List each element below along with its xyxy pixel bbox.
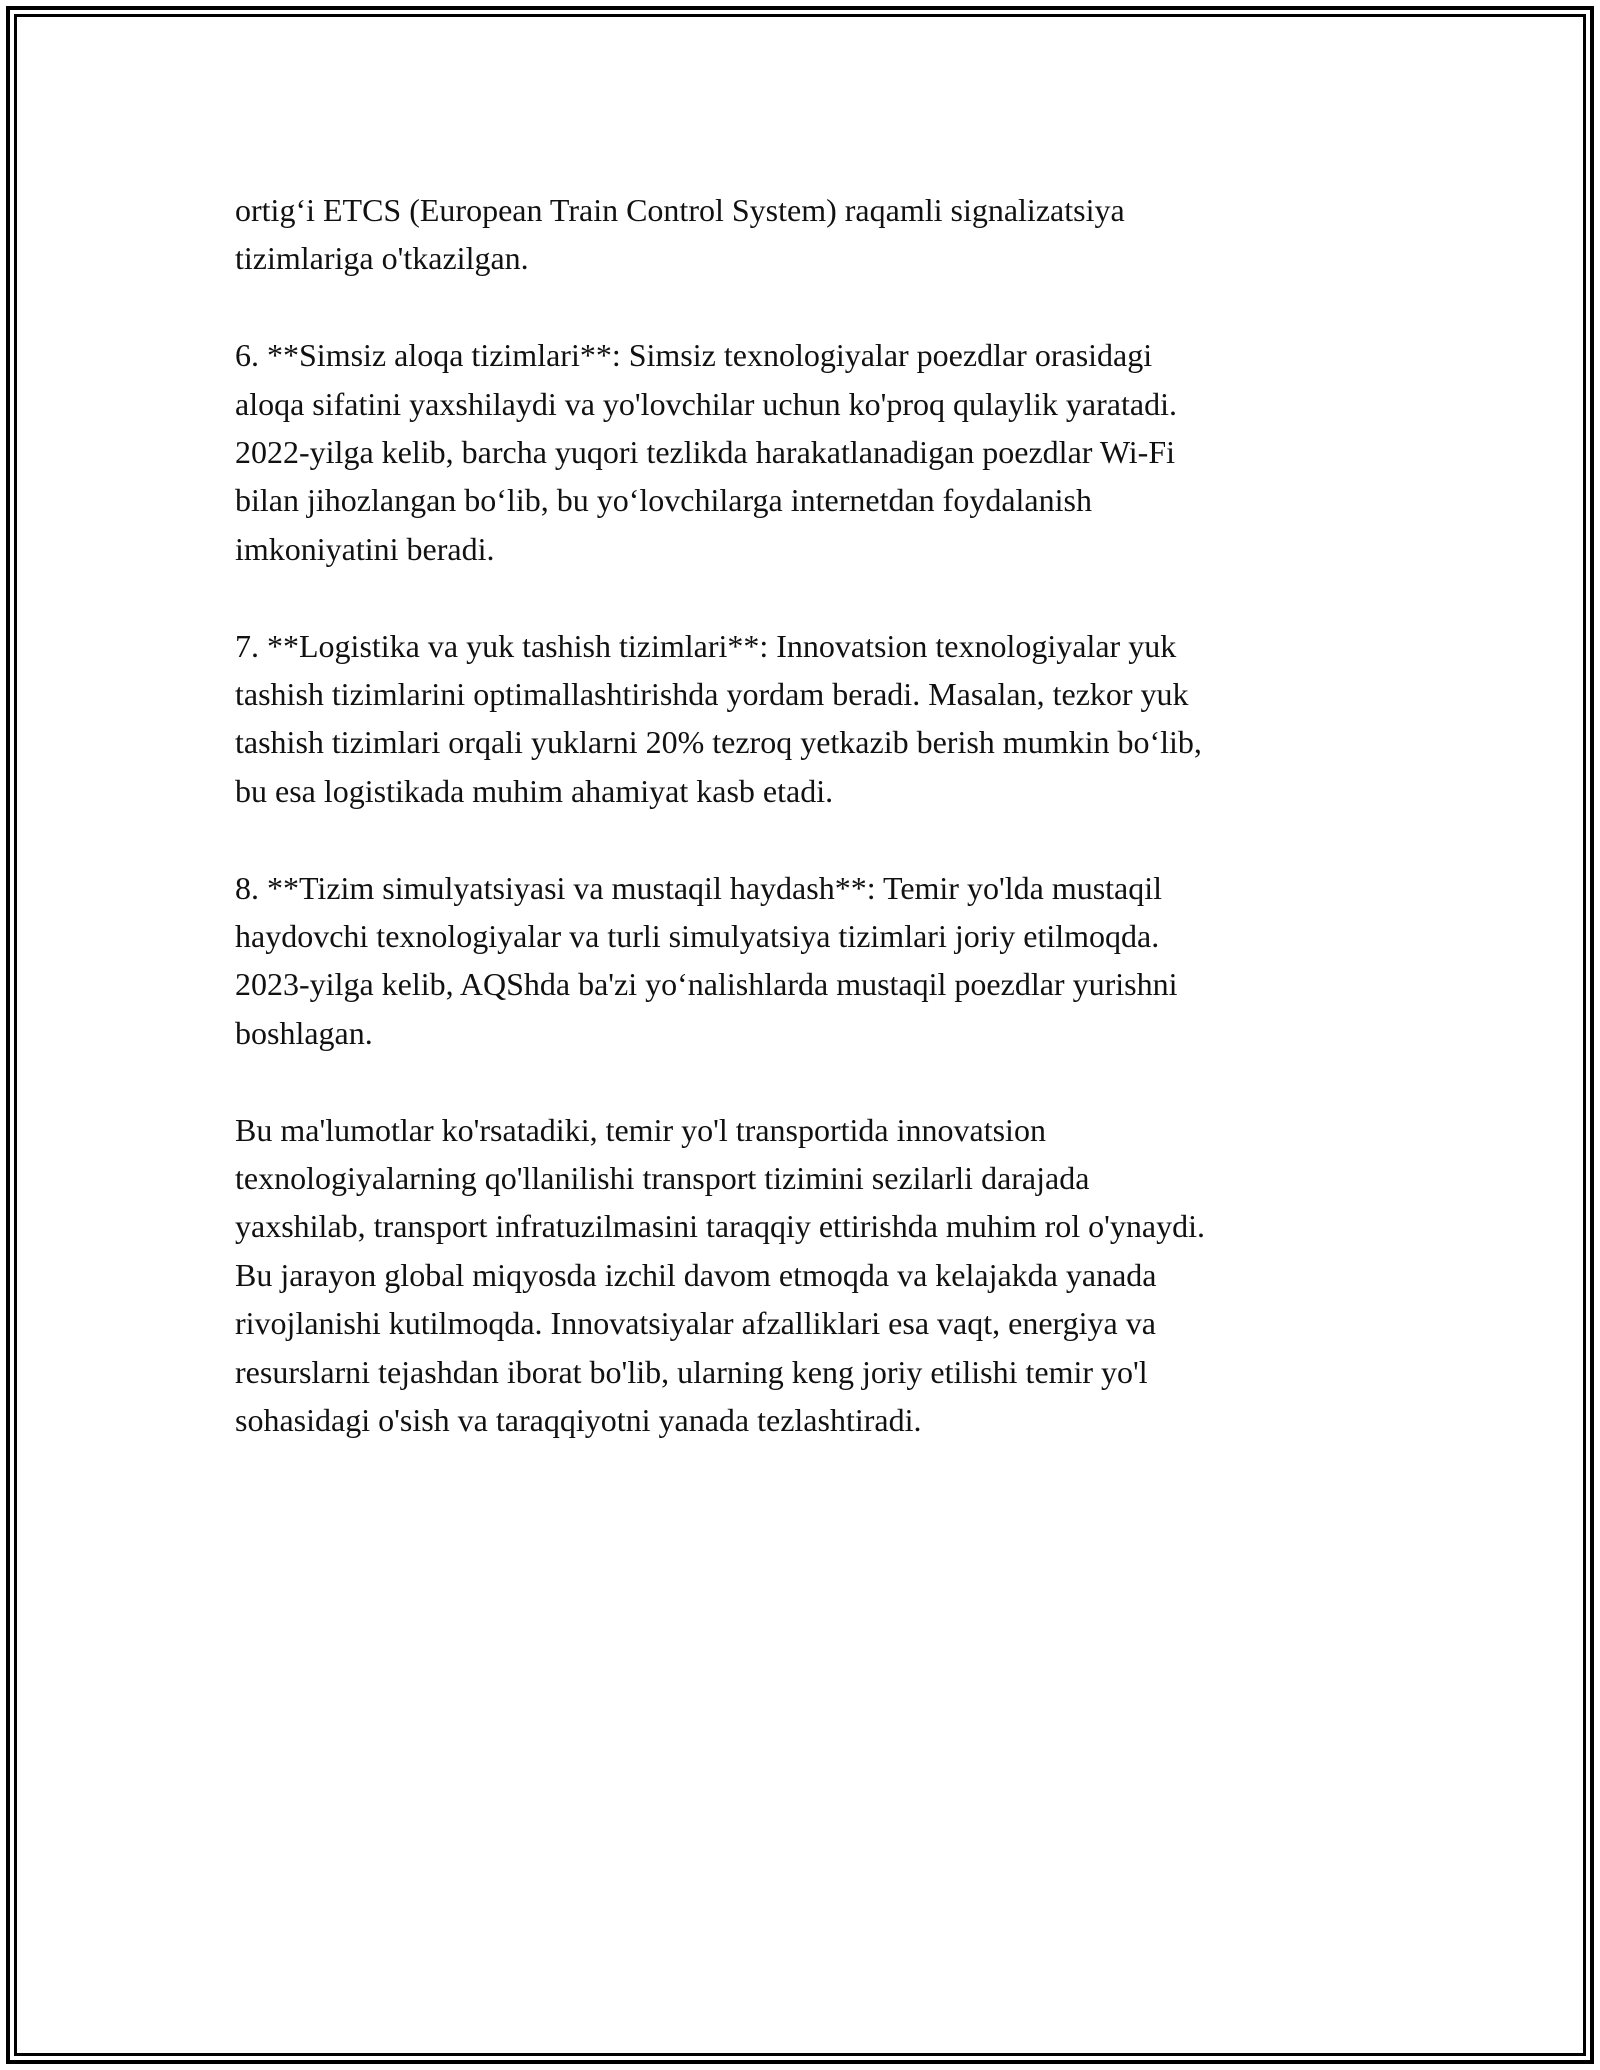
paragraph-etcs-continuation: ortig‘i ETCS (European Train Control System) raqamli signalizatsiya tizimlariga o'tkazilgan.	[235, 192, 1125, 277]
paragraph-conclusion: Bu ma'lumotlar ko'rsatadiki, temir yo'l transportida innovatsion texnologiyalarning qo'llanilishi transport tizimini sezilarli darajada yaxshilab, transport infratuzilmasini taraqqiy ettirishda muhim rol o'ynaydi. Bu jarayon global miqyosda izchil davom etmoqda va kelajakda yanada rivojlanishi kutilmoqda. Innovatsiyalar afzalliklari esa vaqt, energiya va resurslarni tejashdan iborat bo'lib, ularning keng joriy etilishi temir yo'l sohasidagi o'sish va taraqqiyotni yanada tezlashtiradi.	[235, 1111, 1205, 1439]
paragraph-item-8-simulation: 8. **Tizim simulyatsiyasi va mustaqil haydash**: Temir yo'lda mustaqil haydovchi texnologiyalar va turli simulyatsiya tizimlari joriy etilmoqda. 2023-yilga kelib, AQShda ba'zi yo‘nalishlarda mustaqil poezdlar yurishni boshlagan.	[235, 869, 1178, 1051]
paragraph-item-6-wireless: 6. **Simsiz aloqa tizimlari**: Simsiz texnologiyalar poezdlar orasidagi aloqa sifatini yaxshilaydi va yo'lovchilar uchun ko'proq qulaylik yaratadi. 2022-yilga kelib, barcha yuqori tezlikda harakatlanadigan poezdlar Wi-Fi bilan jihozlangan bo‘lib, bu yo‘lovchilarga internetdan foydalanish imkoniyatini beradi.	[235, 337, 1177, 567]
paragraph-item-7-logistics: 7. **Logistika va yuk tashish tizimlari**: Innovatsion texnologiyalar yuk tashish tizimlarini optimallashtirishda yordam beradi. Masalan, tezkor yuk tashish tizimlari orqali yuklarni 20% tezroq yetkazib berish mumkin bo‘lib, bu esa logistikada muhim ahamiyat kasb etadi.	[235, 627, 1202, 809]
document-body	[235, 186, 1365, 1493]
